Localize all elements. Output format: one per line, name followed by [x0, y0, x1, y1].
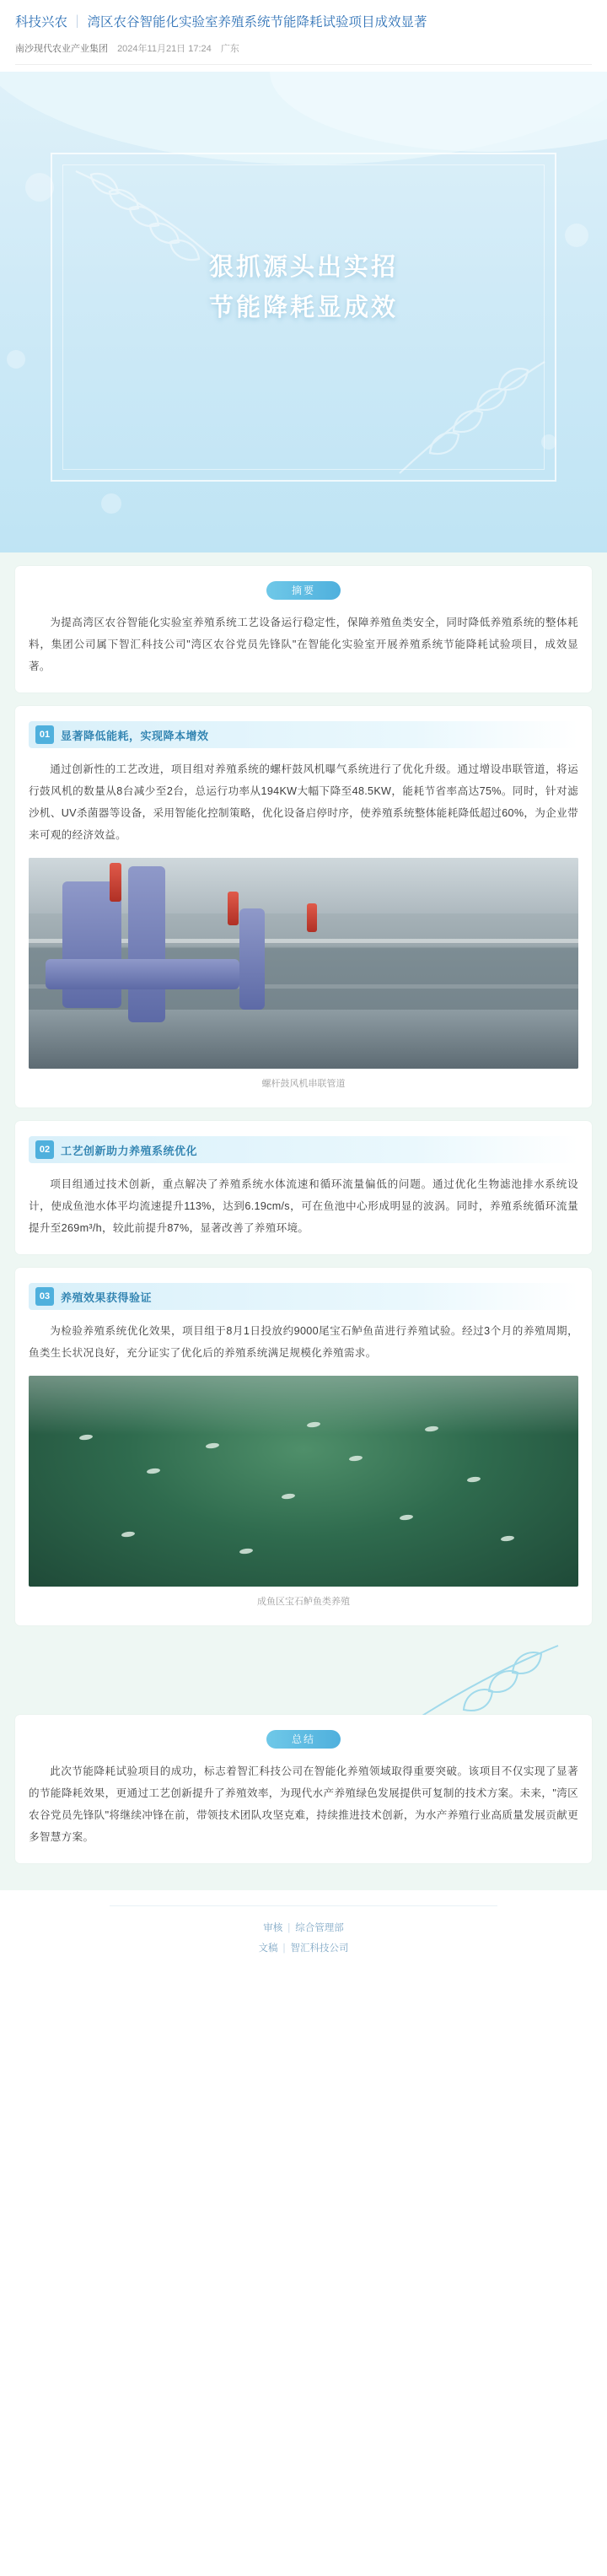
intro-badge: 摘要 [266, 581, 341, 600]
footer-separator: | [287, 1923, 291, 1933]
spacer [15, 1877, 592, 1890]
section-title-3: 养殖效果获得验证 [61, 1291, 153, 1304]
section-number-1: 01 [35, 725, 54, 744]
article-title: 湾区农谷智能化实验室养殖系统节能降耗试验项目成效显著 [87, 15, 427, 30]
fish-shape [121, 1531, 136, 1538]
section-paragraph-3: 为检验养殖系统优化效果，项目组于8月1日投放约9000尾宝石鲈鱼苗进行养殖试验。经过3个月的养殖周期，鱼类生长状况良好，充分证实了优化后的养殖系统满足规模化养殖需求。 [29, 1325, 578, 1359]
section-figure-1 [29, 858, 578, 1092]
photo-fish-tank [29, 1376, 578, 1587]
section-title-1: 显著降低能耗，实现降本增效 [61, 729, 209, 742]
valve-handle [228, 892, 239, 925]
article-footer [0, 1890, 607, 1981]
leaf-icon [398, 1639, 567, 1715]
header-divider [15, 64, 592, 65]
section-header-2 [29, 1136, 578, 1163]
fish-shape [206, 1442, 220, 1449]
pipe-shape [239, 908, 265, 1010]
footer-review-line [0, 1918, 607, 1938]
section-paragraph-2: 项目组通过技术创新，重点解决了养殖系统水体流速和循环流量偏低的问题。通过优化生物滤池排水系统设计，使成鱼池水体平均流速提升113%，达到6.19cm/s，可在鱼池中心形成明显的波涡。同时，养殖系统循环流量提升至269m³/h，较此前提升87%，显著改善了养殖环境。 [29, 1178, 578, 1234]
spacer [15, 552, 592, 566]
intro-card [15, 566, 592, 693]
section-card-2 [15, 1121, 592, 1254]
section-card-1 [15, 706, 592, 1107]
hero-title [0, 247, 607, 328]
section-figure-3 [29, 1376, 578, 1610]
figure-caption-1: 螺杆鼓风机串联管道 [261, 1079, 346, 1089]
bubble-decoration [101, 493, 121, 514]
article-location: 广东 [220, 44, 239, 54]
pipe-shape [46, 959, 239, 989]
title-separator: ｜ [71, 15, 84, 30]
footer-contribute-line [0, 1938, 607, 1959]
article-meta [15, 41, 592, 57]
fish-shape [147, 1468, 161, 1474]
article-body [0, 552, 607, 1890]
article-source: 南沙现代农业产业集团 [15, 44, 108, 54]
section-header-3 [29, 1283, 578, 1310]
article-date: 2024年11月21日 17:24 [117, 44, 212, 54]
hero-title-line-1: 狠抓源头出实招 [208, 254, 398, 281]
footer-contribute-label: 文稿 [258, 1943, 278, 1954]
fish-shape [467, 1476, 481, 1483]
section-title-2: 工艺创新助力养殖系统优化 [61, 1144, 198, 1157]
valve-handle [307, 903, 317, 932]
fish-shape [349, 1455, 363, 1462]
photo-floor [29, 1010, 578, 1069]
section-number-2: 02 [35, 1140, 54, 1159]
fish-shape [400, 1514, 414, 1521]
intro-paragraph: 为提高湾区农谷智能化实验室养殖系统工艺设备运行稳定性，保障养殖鱼类安全，同时降低养殖系统的整体耗料，集团公司属下智汇科技公司"湾区农谷党员先锋队"在智能化实验室开展养殖系统节能降耗试验项目，成效显著。 [29, 617, 578, 672]
bubble-decoration [565, 224, 588, 247]
fish-shape [501, 1535, 515, 1542]
hero-title-line-2: 节能降耗显成效 [208, 294, 398, 321]
pipe-shape [128, 866, 165, 1022]
conclusion-paragraph: 此次节能降耗试验项目的成功，标志着智汇科技公司在智能化养殖领域取得重要突破。该项目不仅实现了显著的节能降耗效果，更通过工艺创新提升了养殖效率，为现代水产养殖绿色发展提供可复制的技术方案。未来，"湾区农谷党员先锋队"将继续冲锋在前，带领技术团队攻坚克难，持续推进技术创新，为水产养殖行业高质量发展贡献更多智慧方案。 [29, 1765, 578, 1843]
figure-caption-3: 成鱼区宝石鲈鱼类养殖 [257, 1597, 350, 1607]
footer-separator: | [282, 1943, 286, 1954]
section-number-3: 03 [35, 1287, 54, 1306]
photo-water-glare [29, 1376, 578, 1435]
conclusion-badge: 总结 [266, 1730, 341, 1749]
fish-shape [79, 1434, 94, 1441]
bubble-decoration [25, 173, 54, 202]
footer-contribute-value: 智汇科技公司 [290, 1943, 349, 1954]
footer-divider [110, 1905, 497, 1906]
footer-leaf-decoration [15, 1639, 592, 1715]
valve-handle [110, 863, 121, 902]
footer-review-label: 审核 [263, 1923, 283, 1933]
footer-review-value: 综合管理部 [295, 1923, 344, 1933]
photo-blower-pipes [29, 858, 578, 1069]
article-category: 科技兴农 [15, 15, 68, 30]
hero-banner [0, 72, 607, 552]
fish-shape [282, 1493, 296, 1500]
section-paragraph-1: 通过创新性的工艺改进，项目组对养殖系统的螺杆鼓风机曝气系统进行了优化升级。通过增设串联管道，将运行鼓风机的数量从8台减少至2台，总运行功率从194KW大幅下降至48.5KW，能耗节省率高达75%。同时，针对滤沙机、UV杀菌器等设备，采用智能化控制策略，优化设备启停时序，使养殖系统整体能耗降低超过60%，为企业带来可观的经济效益。 [29, 763, 578, 841]
page-title [15, 12, 592, 34]
fish-shape [239, 1548, 254, 1555]
conclusion-card [15, 1715, 592, 1863]
article-header [0, 0, 607, 72]
section-card-3 [15, 1268, 592, 1625]
section-header-1 [29, 721, 578, 748]
bubble-decoration [7, 350, 25, 369]
